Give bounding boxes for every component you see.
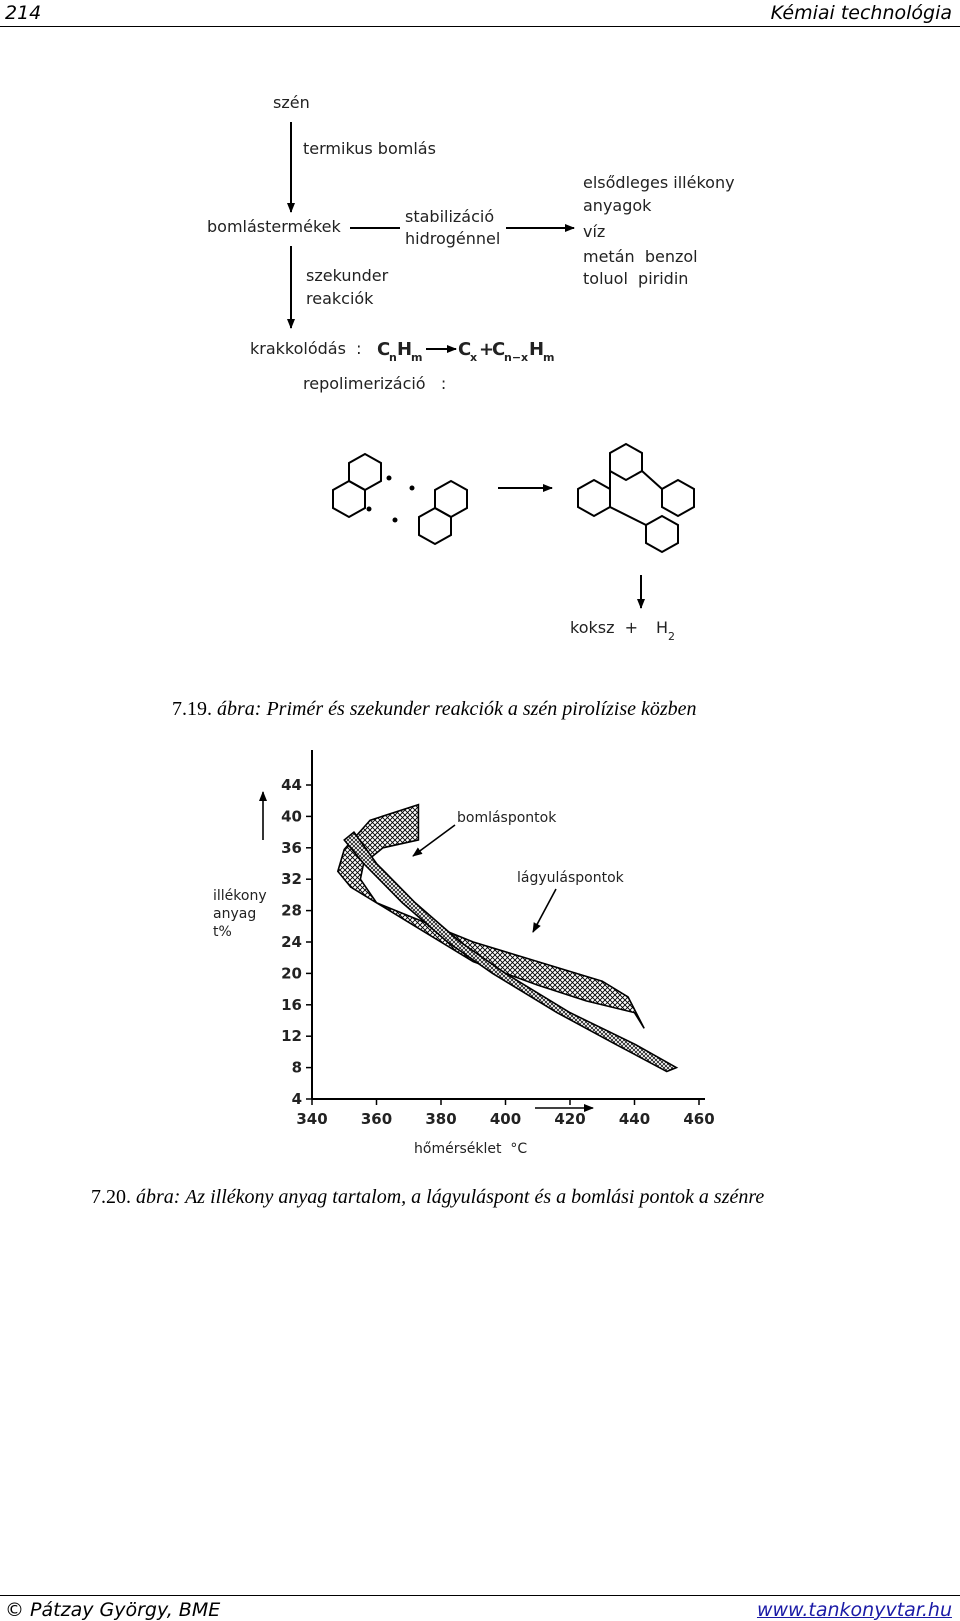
y-label-line-2: anyag <box>213 906 257 922</box>
y-tick-label: 44 <box>281 776 302 794</box>
formula-c3: C <box>492 339 506 360</box>
x-tick-label: 440 <box>618 1110 651 1128</box>
formula-plus: + <box>479 339 495 360</box>
label-stabilization-1: stabilizáció <box>405 207 495 226</box>
page-footer <box>0 1595 960 1621</box>
y-label-line-1: illékony <box>213 888 267 904</box>
band-softening-points <box>338 805 644 1029</box>
y-tick-label: 16 <box>281 995 302 1014</box>
caption-text: ábra: Az illékony anyag tartalom, a lágyuláspont és a bomlási pontok a szénre <box>136 1186 765 1208</box>
h2-letter: H <box>656 618 669 637</box>
formula-h2: H <box>529 339 545 360</box>
x-tick-label: 420 <box>554 1110 586 1128</box>
caption-number: 7.20. <box>91 1186 136 1208</box>
product-bond-1 <box>642 471 662 489</box>
caption-number: 7.19. <box>172 698 217 720</box>
label-water: víz <box>583 222 606 241</box>
footer-link[interactable]: www.tankonyvtar.hu <box>756 1599 952 1621</box>
footer-copyright <box>5 1599 220 1621</box>
y-tick-label: 24 <box>281 933 302 951</box>
y-tick-label: 36 <box>281 838 302 857</box>
x-tick-label: 360 <box>360 1110 393 1128</box>
label-stabilization-2: hidrogénnel <box>405 229 501 248</box>
y-tick-label: 4 <box>291 1090 302 1108</box>
label-primary-volatiles-1: elsődleges illékony <box>583 173 735 192</box>
label-secondary-1: szekunder <box>306 266 389 285</box>
leader-softening <box>533 889 556 932</box>
label-methane-benzene: metán benzol <box>583 247 698 266</box>
y-label-line-3: t% <box>213 924 232 940</box>
label-coal: szén <box>273 93 310 112</box>
footer-author: Pátzay György, BME <box>30 1599 221 1621</box>
label-cracking: krakkolódás : <box>250 339 362 358</box>
h2-formula <box>656 618 675 643</box>
copyright-symbol: © <box>5 1599 24 1621</box>
cracking-formula <box>377 339 554 364</box>
naphthalene-2-ring-b <box>419 508 451 544</box>
label-primary-volatiles-2: anyagok <box>583 196 652 215</box>
formula-m2: m <box>543 351 555 364</box>
book-title: Kémiai technológia <box>770 2 952 24</box>
y-tick-label: 32 <box>281 870 302 889</box>
x-label: hőmérséklet °C <box>414 1141 528 1157</box>
label-toluene-pyridine: toluol piridin <box>583 269 689 288</box>
product-ring-top <box>610 444 642 480</box>
label-secondary-2: reakciók <box>306 289 374 308</box>
x-tick-label: 460 <box>683 1110 715 1128</box>
product-ring-left <box>578 480 610 516</box>
figure-caption-7-19 <box>172 698 697 721</box>
label-coke-h2: koksz + <box>570 618 639 637</box>
formula-n1: n <box>389 351 397 364</box>
caption-text: ábra: Primér és szekunder reakciók a szén pirolízise közben <box>217 698 697 720</box>
volatile-matter-chart <box>0 740 960 1160</box>
formula-h1: H <box>397 339 413 360</box>
formula-nx: n−x <box>504 351 529 364</box>
annotation-decomposition: bomláspontok <box>457 810 557 826</box>
formula-x: x <box>470 351 478 364</box>
formula-c2: C <box>458 339 472 360</box>
y-tick-label: 20 <box>281 964 302 983</box>
annotation-softening: lágyuláspontok <box>517 870 624 886</box>
pyrolysis-diagram <box>0 0 960 660</box>
x-tick-label: 340 <box>296 1110 328 1128</box>
y-tick-label: 12 <box>281 1027 302 1046</box>
label-decomposition-products: bomlástermékek <box>207 217 341 236</box>
band-decomposition-points <box>344 832 676 1071</box>
page-number: 214 <box>5 2 42 24</box>
radical-dots <box>367 476 415 523</box>
h2-subscript: 2 <box>668 630 675 643</box>
formula-m1: m <box>411 351 423 364</box>
figure-caption-7-20 <box>91 1186 764 1209</box>
product-ring-bottom <box>646 516 678 552</box>
label-repolymerization: repolimerizáció : <box>303 374 447 393</box>
product-bond-3 <box>610 507 646 525</box>
y-tick-label: 28 <box>281 901 302 920</box>
x-tick-label: 400 <box>489 1110 522 1128</box>
product-ring-right <box>662 480 694 516</box>
naphthalene-1-ring-b <box>333 481 365 517</box>
x-tick-label: 380 <box>425 1110 457 1128</box>
y-tick-label: 8 <box>291 1058 302 1077</box>
leader-decomposition <box>413 825 455 856</box>
formula-c1: C <box>377 339 391 360</box>
label-thermal-decomposition: termikus bomlás <box>303 139 436 158</box>
y-tick-label: 40 <box>281 807 302 826</box>
